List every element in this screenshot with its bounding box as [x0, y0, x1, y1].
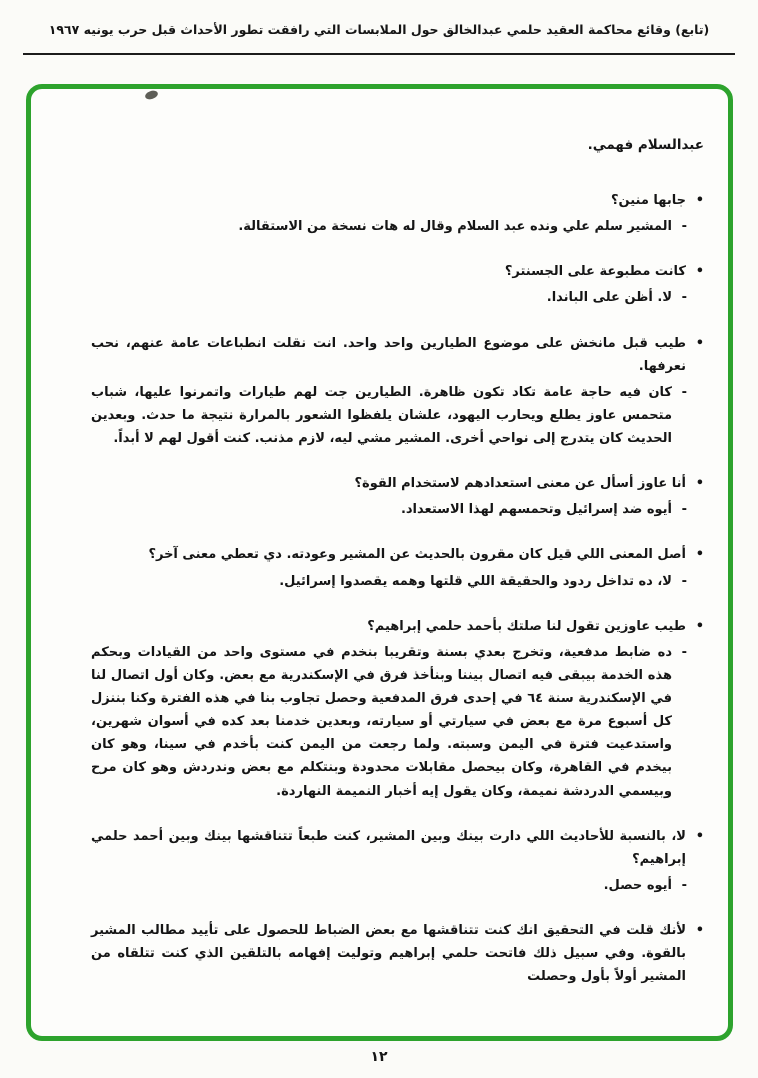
- question-row: [91, 543, 704, 566]
- bullet-icon: •: [695, 828, 704, 844]
- bullet-icon: •: [695, 923, 704, 939]
- answer-text: أيوه حصل.: [603, 877, 672, 893]
- question-row: [91, 615, 704, 638]
- question-text: كانت مطبوعة على الجسنتر؟: [504, 264, 686, 280]
- dash-icon: -: [681, 877, 687, 893]
- qa-group: [91, 825, 704, 897]
- bullet-icon: •: [695, 618, 704, 634]
- qa-group: [91, 189, 704, 238]
- question-text: لا، بالنسبة للأحاديث اللي دارت بينك وبين المشير، كنت طبعاً تتناقشها بينك وبين أحمد حلمي إبراهيم؟: [91, 828, 686, 867]
- dash-icon: -: [681, 573, 687, 589]
- document-header: (تابع) وقائع محاكمة العقيد حلمي عبدالخالق حول الملابسات التي رافقت تطور الأحداث قبل حرب يونيه ١٩٦٧: [48, 22, 710, 37]
- question-row: [91, 472, 704, 495]
- question-text: لأنك قلت في التحقيق انك كنت تتناقشها مع بعض الضباط للحصول على تأييد مطالب المشير بالقوة. وفي سبيل ذلك فاتحت حلمي إبراهيم وتوليت إفهامه بالتلقين الذي كنت تتلقاه من المشير أولاً بأول وحصلت: [91, 923, 686, 985]
- question-row: [91, 260, 704, 283]
- bullet-icon: •: [695, 335, 704, 351]
- answer-text: ده ضابط مدفعية، وتخرج بعدي بسنة وتقريبا بنخدم في مستوى واحد من القيادات وبحكم هذه الخدمة بيبقى فيه اتصال بيننا وبنأخذ فرق في الإسكندرية مع بعض. وكان أول اتصال لنا في الإسكندرية سنة ٦٤ في إحدى فرق المدفعية وحصل تجاوب بنا في هذه الفترة وكنا بننزل كل أسبوع مرة مع بعض في سيارتي أو سيارته، وبعدين خدمنا بعد كده في أسوان شهرين، واستدعيت فترة في اليمن وسبته. ولما رجعت من اليمن كنت بأخدم في سينا، وهو كان بيخدم في القاهرة، وكان بيحصل مقابلات محدودة وبنتكلم مع بعض وندردش وهو كان مرح وبيسمي الدردشة نميمة، وكان يقول إيه أخبار النميمة النهاردة.: [91, 644, 672, 799]
- question-text: أصل المعنى اللي قيل كان مقرون بالحديث عن المشير وعودته. دي تعطي معنى آخر؟: [148, 547, 686, 563]
- qa-group: [91, 472, 704, 521]
- bullet-icon: •: [695, 264, 704, 280]
- bullet-icon: •: [695, 547, 704, 563]
- answer-row: [91, 215, 687, 238]
- bullet-icon: •: [695, 193, 704, 209]
- answer-row: [91, 498, 687, 521]
- question-row: [91, 189, 704, 212]
- question-row: [91, 825, 704, 871]
- answer-row: [91, 381, 687, 450]
- green-border-frame: [26, 84, 733, 1041]
- qa-group: [91, 919, 704, 988]
- page-number: ١٢: [370, 1049, 388, 1065]
- answer-row: [91, 874, 687, 897]
- answer-text: المشير سلم علي ونده عبد السلام وقال له هات نسخة من الاستقالة.: [238, 219, 672, 235]
- answer-text: أيوه ضد إسرائيل وتحمسهم لهذا الاستعداد.: [400, 502, 672, 518]
- answer-row: [91, 286, 687, 309]
- dash-icon: -: [681, 384, 687, 400]
- qa-group: [91, 332, 704, 451]
- question-text: طيب عاوزين تقول لنا صلتك بأحمد حلمي إبراهيم؟: [367, 618, 686, 634]
- answer-text: كان فيه حاجة عامة تكاد تكون ظاهرة. الطيارين جت لهم طيارات واتمرنوا عليها، شباب متحمس عاوز يطلع ويحارب اليهود، علشان يلفظوا الشعور بالمرارة نتيجة ما حدث. وبعدين الحديث كان يتدرج إلى نواحي أخرى. المشير مشي ليه، لازم مذنب. كنت أقول لهم لا أبداً.: [91, 384, 672, 447]
- header-divider: [23, 53, 735, 55]
- section-title: عبدالسلام فهمي.: [587, 137, 704, 153]
- bullet-icon: •: [695, 476, 704, 492]
- question-text: جابها منين؟: [610, 193, 686, 209]
- answer-text: لا، ده تداخل ردود والحقيقة اللي قلتها وهمه يقصدوا إسرائيل.: [279, 573, 672, 589]
- question-text: أنا عاوز أسأل عن معنى استعدادهم لاستخدام القوة؟: [354, 476, 686, 492]
- question-row: [91, 332, 704, 378]
- dash-icon: -: [681, 290, 687, 306]
- qa-group: [91, 615, 704, 803]
- question-text: طيب قبل مانخش على موضوع الطيارين واحد واحد. انت نقلت انطباعات عامة عنهم، نحب نعرفها.: [91, 335, 686, 374]
- answer-row: [91, 570, 687, 593]
- answer-text: لا. أظن على الباندا.: [546, 290, 672, 306]
- dash-icon: -: [681, 502, 687, 518]
- qa-group: [91, 260, 704, 309]
- qa-group: [91, 543, 704, 592]
- dash-icon: -: [681, 644, 687, 660]
- document-body: [31, 89, 728, 988]
- dash-icon: -: [681, 219, 687, 235]
- question-row: [91, 919, 704, 988]
- answer-row: [91, 641, 687, 803]
